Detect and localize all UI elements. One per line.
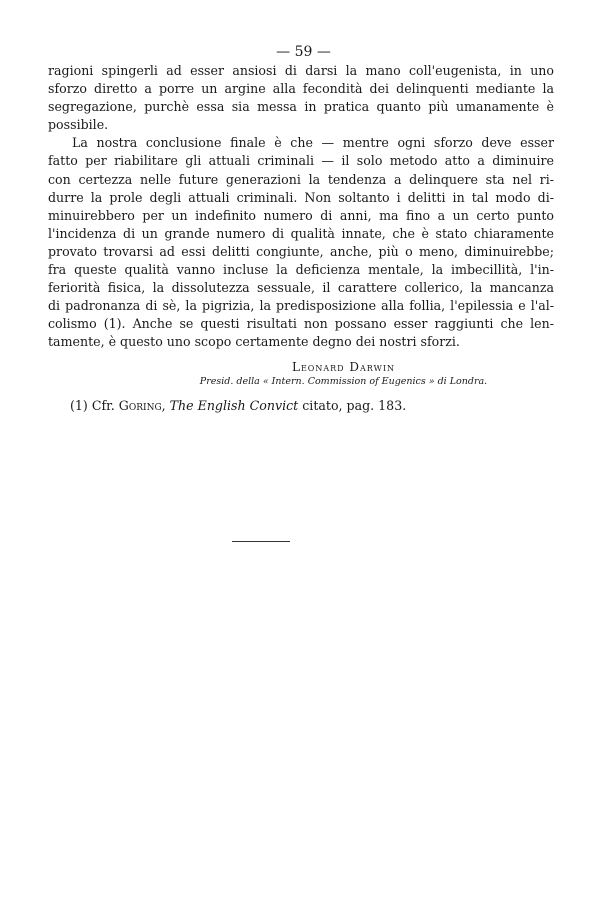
text-line: possibile. — [48, 117, 109, 132]
signature-role: Presid. della « Intern. Commission of Eugenics » di Londra. — [199, 376, 488, 387]
text-line: provato trovarsi ad essi delitti congiunte, anche, più o meno, diminuirebbe; — [48, 244, 554, 259]
text-line: minuirebbero per un indefinito numero di anni, ma fino a un certo punto — [48, 208, 554, 223]
footnote-title: The English Convict — [169, 398, 299, 413]
text-line: tamente, è questo uno scopo certamente degno dei nostri sforzi. — [48, 334, 460, 349]
text-line: sforzo diretto a porre un argine alla fecondità dei delinquenti mediante la — [48, 81, 554, 96]
footnote-marker: (1) Cfr. — [70, 398, 115, 413]
text-line: feriorità fisica, la dissolutezza sessuale, il carattere collerico, la mancanza — [48, 280, 554, 295]
footnote-author: Goring, — [118, 398, 166, 413]
text-line: fra queste qualità vanno incluse la deficienza mentale, la imbecillità, l'in- — [48, 262, 554, 277]
footnote — [70, 398, 406, 413]
page-number: — 59 — — [276, 44, 331, 60]
text-line: fatto per riabilitare gli attuali criminali — il solo metodo atto a diminuire — [48, 153, 554, 168]
text-line: La nostra conclusione finale è che — mentre ogni sforzo deve esser — [72, 135, 554, 150]
text-line: l'incidenza di un grande numero di qualità innate, che è stato chiaramente — [48, 226, 554, 241]
text-line: colismo (1). Anche se questi risultati non possano esser raggiunti che len- — [48, 316, 554, 331]
text-line: di padronanza di sè, la pigrizia, la predisposizione alla follia, l'epilessia e l'al- — [48, 298, 554, 313]
text-line: durre la prole degli attuali criminali. Non soltanto i delitti in tal modo di- — [48, 190, 554, 205]
footnote-rest: citato, pag. 183. — [302, 398, 407, 413]
text-line: segregazione, purchè essa sia messa in pratica quanto più umanamente è — [48, 99, 554, 114]
signature-author: Leonard Darwin — [291, 360, 396, 374]
separator-rule — [232, 541, 290, 542]
text-line: ragioni spingerli ad esser ansiosi di darsi la mano coll'eugenista, in uno — [48, 63, 554, 78]
text-line: con certezza nelle future generazioni la tendenza a delinquere sta nel ri- — [48, 172, 554, 187]
